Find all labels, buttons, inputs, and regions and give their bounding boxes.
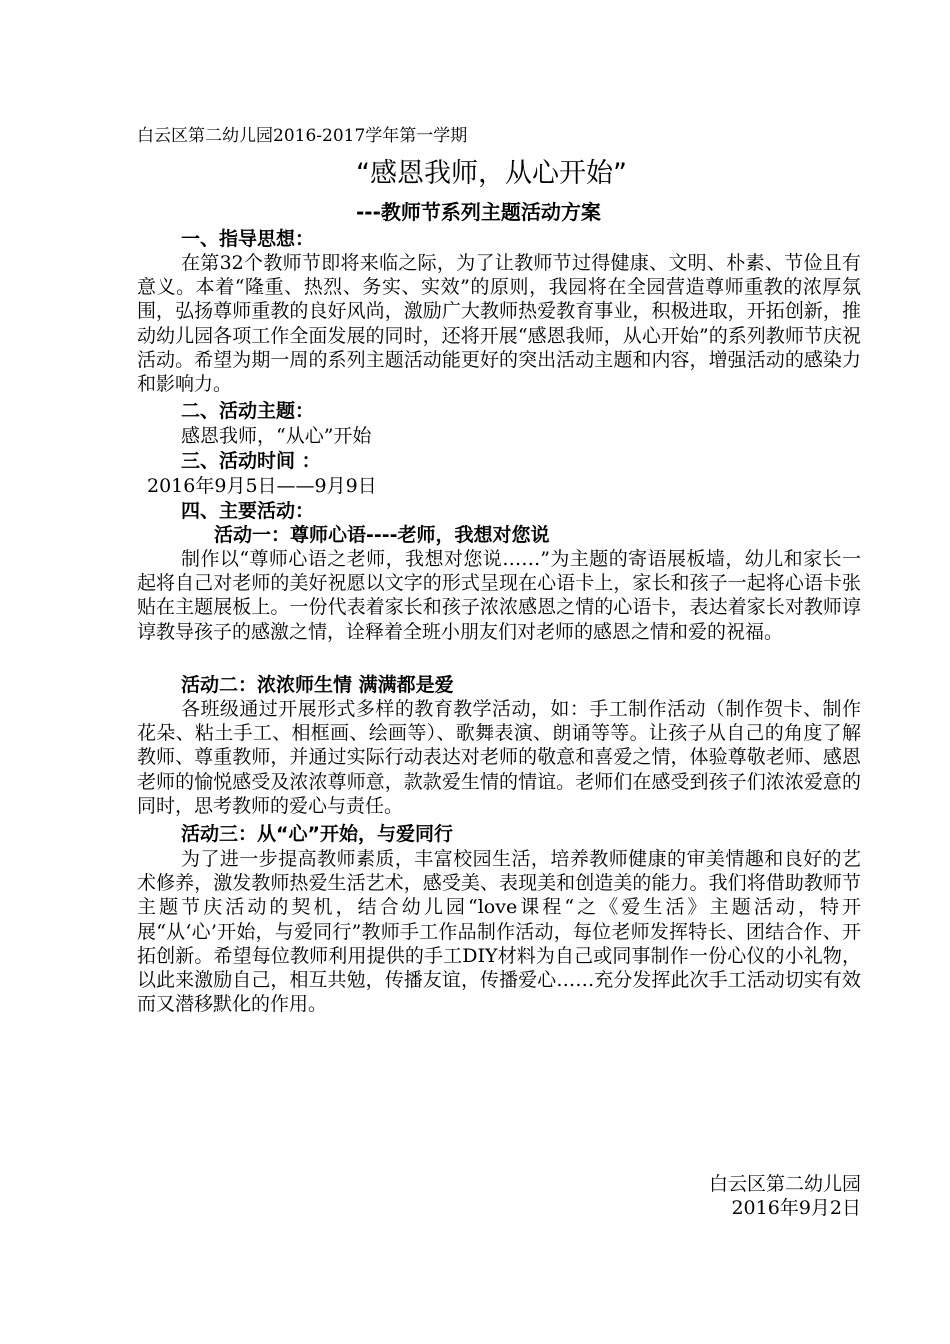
school-term-header: 白云区第二幼儿园2016-2017学年第一学期 [137,126,468,146]
main-activities-heading: 四、主要活动： [181,500,315,522]
activity-2-heading: 活动二：浓浓师生情 满满都是爱 [181,674,454,696]
activity-3-heading: 活动三：从“心”开始，与爱同行 [181,823,453,845]
time-text: 2016年9月5日——9月9日 [147,475,377,497]
theme-text: 感恩我师，“从心”开始 [181,425,372,447]
guiding-paragraph: 在第32个教师节即将来临之际，为了让教师节过得健康、文明、朴素、节俭且有意义。本着“隆重、热烈、务实、实效”的原则，我园将在全园营造尊师重教的浓厚氛围，弘扬尊师重教的良好风尚，激励广大教师热爱教育事业，积极进取，开拓创新，推动幼儿园各项工作全面发展的同时，还将开展“感恩我师，从心开始”的系列教师节庆祝活动。希望为期一周的系列主题活动能更好的突出活动主题和内容，增强活动的感染力和影响力。 [137,252,861,396]
activity-1-paragraph: 制作以“尊师心语之老师，我想对您说……”为主题的寄语展板墙，幼儿和家长一起将自己对老师的美好祝愿以文字的形式呈现在心语卡上，家长和孩子一起将心语卡张贴在主题展板上。一份代表着家长和孩子浓浓感恩之情的心语卡，表达着家长对教师谆谆教导孩子的感激之情，诠释着全班小朋友们对老师的感恩之情和爱的祝福。 [137,548,861,643]
time-heading: 三、活动时间 ： [181,450,321,472]
activity-2-paragraph: 各班级通过开展形式多样的教育教学活动，如：手工制作活动（制作贺卡、制作花朵、粘土手工、相框画、绘画等）、歌舞表演、朗诵等等。让孩子从自己的角度了解教师、尊重教师，并通过实际行动表达对老师的敬意和喜爱之情，体验尊敬老师、感恩老师的愉悦感受及浓浓尊师意，款款爱生情的情谊。老师们在感受到孩子们浓浓爱意的同时，思考教师的爱心与责任。 [137,698,861,817]
signature-date: 2016年9月2日 [731,1197,861,1219]
document-title: “感恩我师，从心开始” [356,158,627,189]
guiding-heading: 一、指导思想： [181,228,315,250]
activity-3-paragraph: 为了进一步提高教师素质，丰富校园生活，培养教师健康的审美情趣和良好的艺术修养，激发教师热爱生活艺术，感受美、表现美和创造美的能力。我们将借助教师节主题节庆活动的契机，结合幼儿园“love课程“之《爱生活》主题活动，特开展“从‘心’开始，与爱同行”教师手工作品制作活动，每位老师发挥特长、团结合作、开拓创新。希望每位教师利用提供的手工DIY材料为自己或同事制作一份心仪的小礼物，以此来激励自己，相互共勉，传播友谊，传播爱心……充分发挥此次手工活动切实有效而又潜移默化的作用。 [137,848,861,1016]
signature-org: 白云区第二幼儿园 [708,1173,861,1195]
theme-heading: 二、活动主题： [181,400,315,422]
activity-1-heading: 活动一：尊师心语----老师，我想对您说 [214,524,550,546]
document-subtitle: ---教师节系列主题活动方案 [356,200,601,224]
